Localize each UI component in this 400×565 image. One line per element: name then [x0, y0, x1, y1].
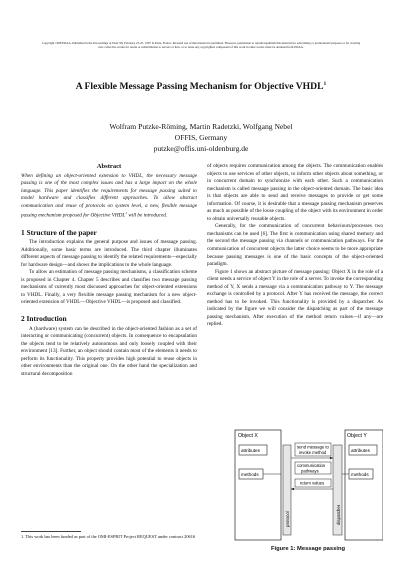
abstract-footnote-mark: 1	[125, 211, 128, 216]
figure-caption: Figure 1: Message passing	[270, 546, 346, 552]
attributes-right-label: attributes	[351, 448, 370, 453]
abstract-heading: Abstract	[96, 163, 122, 170]
author-names: Wolfram Putzke-Röming, Martin Radetzki, Wolfgang Nebel	[109, 122, 293, 131]
copyright-notice: Copyright 1998 EDAA. Published in the Proceedings of Date' 98, February 23-25, 1997 in Paris, France. Personal use of this material is permitted. However, permission to reprint/republish this material for advertising or promotional purposes or for creating new collective works for resale or redistribution to servers or lists, or to reuse any copyrighted component of this work in other works, must be obtained from EDAA.	[41, 41, 361, 50]
section-2-paragraph-1: A (hardware) system can be described in the object-oriented fashion as a set of interacting or communicating (concurrent) objects. In consequence to encapsulation the objects tend to be relatively autonomous and only loosely coupled with their environment [13]. Further, an object should contain most of the elements it needs to perform its functionality. This property provides high potential to reuse objects in other environments than the original one. On the other hand the specialization and structural decomposition	[21, 325, 197, 377]
paper-title-text: A Flexible Message Passing Mechanism for Objective VHDL	[75, 81, 324, 93]
protocol-label-left: protocol	[285, 511, 290, 527]
right-column	[207, 163, 383, 329]
communication-label-2: pathways	[301, 468, 319, 474]
section-1-paragraph-2: To allow an estimation of message passing mechanisms, a classification scheme is proposed in Chapter 4. Chapter 5 describes and classifies two message passing mechanisms of currently most discussed approaches for object-oriented extensions to VHDL. Finally, a very flexible message passing mechanism for a new object-oriented extension of VHDL—Objective VHDL—is proposed and classified.	[21, 269, 197, 306]
paper-title	[40, 81, 362, 92]
footnote-rule	[21, 531, 81, 532]
right-paragraph-3: Figure 1 shows an abstract picture of message passing: Object X in the role of a client needs a service of object Y in the role of a server. To invoke the corresponding method of Y, X sends a message via a communication pathway to Y. The message exchange is controlled by a protocol. After Y has received the message, the correct method has to be invoked. This functionality is provided by a dispatcher. As indicated by the figure we will consider the dispatching as part of the message passing mechanism. After execution of the method return values—if any—are replied.	[207, 268, 383, 328]
abstract-body: When defining an object-oriented extension to VHDL, the necessary message passing is one of the most complex issues and has a large impact on the whole language. This paper identifies the requirements for message passing suited to model hardware and classifies different approaches. To allow abstract communication and reuse of protocols on system level, a new, flexible message passing mechanism proposed for Objective VHDL	[21, 172, 197, 220]
dispatcher-label: dispatcher	[336, 504, 341, 525]
communication-label-1: communication	[297, 463, 326, 468]
methods-left-label: methods	[241, 472, 259, 477]
title-footnote-mark: 1	[323, 81, 327, 87]
right-paragraph-2: Generally, for the communication of concurrent behaviours/processes two mechanisms can be used [6]. The first is communication using shared memory and the second the message passing via channels or communication pathways. For the communication of concurrent objects the latter choice seems to be more appropriate because passing messages is one of the basic concepts of the object-oriented paradigm.	[207, 223, 383, 268]
section-1-heading: 1 Structure of the paper	[21, 227, 97, 237]
return-values-label: return values	[300, 480, 325, 486]
abstract-text	[21, 173, 197, 221]
methods-right-label: methods	[351, 472, 369, 477]
object-y-label: Object Y	[347, 433, 367, 439]
attributes-left-label: attributes	[241, 448, 260, 453]
return-arrowhead	[291, 488, 294, 491]
send-message-label-1: send message to	[297, 444, 329, 450]
right-paragraph-1: of objects requires communication among the objects. The communication enables objects to use services of other objects, to inform other objects about something, or in concurrent domain to synchronize with each other. Such a communication mechanism is called message passing in the object-oriented domain. The basic idea is that objects are able to send and receive messages to provide or get some information. Of course, it is desirable that a message passing mechanism preserves as much as possible of the loose coupling of the object with its environment in order to obtain universally reusable objects.	[207, 163, 383, 222]
footnote: 1. This work has been funded as part of the OMI-ESPRIT Project REQUEST under contract 20616	[21, 534, 196, 539]
figure-1	[233, 427, 383, 548]
send-message-label-2: invoke method	[299, 450, 327, 455]
affiliation: OFFIS, Germany	[174, 133, 228, 142]
message-passing-diagram	[233, 427, 383, 548]
send-arrowhead	[330, 457, 333, 460]
author-block	[40, 121, 362, 154]
left-column	[21, 163, 197, 378]
abstract-body-end: will be introduced.	[127, 213, 168, 220]
section-1-paragraph-1: The introduction explains the general purpose and issues of message passing. Additionally, some basic terms are introduced. The third chapter illuminates different aspects of message passing to identify the related requirements—especially for hardware design—and shows the implications to the whole language.	[21, 239, 197, 268]
email: putzke@offis.uni-oldenburg.de	[153, 144, 249, 153]
section-2-heading: 2 Introduction	[21, 314, 67, 324]
object-x-label: Object X	[238, 433, 258, 439]
